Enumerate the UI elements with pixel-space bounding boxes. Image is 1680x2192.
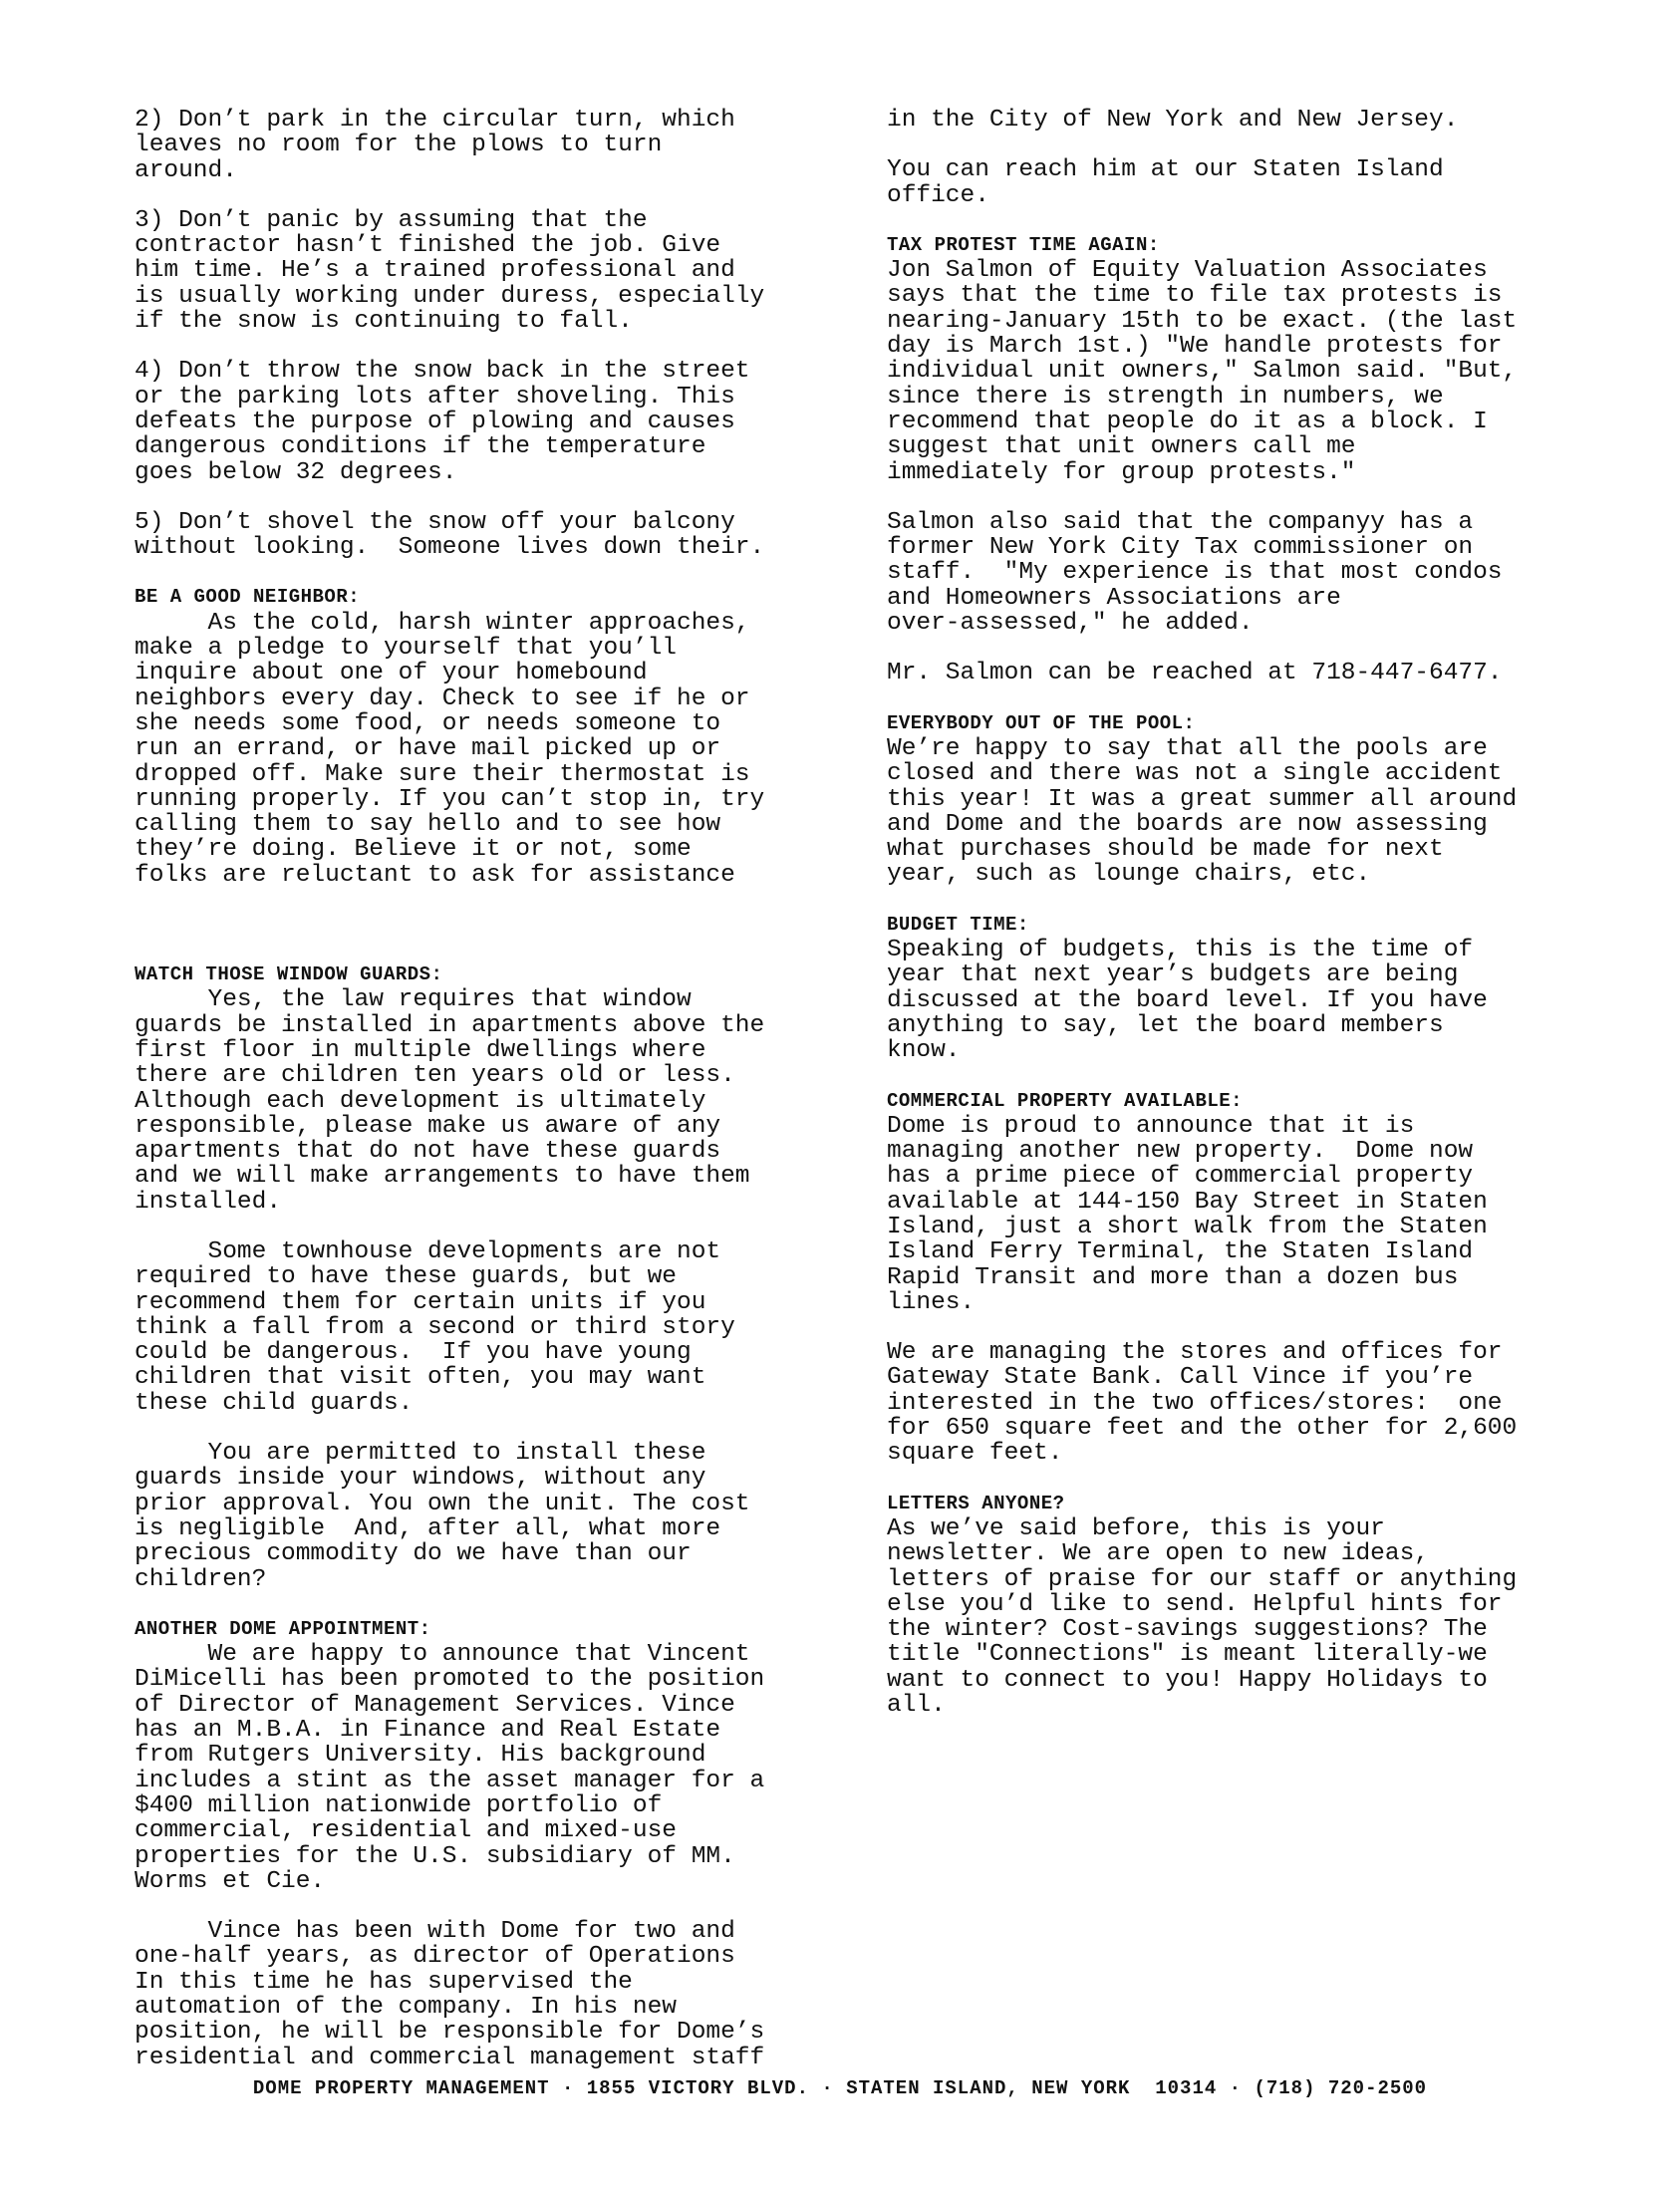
text-line: suggest that unit owners call me	[887, 433, 1356, 461]
text-line: responsible, please make us aware of any	[135, 1112, 721, 1140]
text-line: neighbors every day. Check to see if he or	[135, 685, 750, 712]
text-line: square feet.	[887, 1440, 1063, 1468]
text-line: newsletter. We are open to new ideas,	[887, 1540, 1429, 1568]
text-line: running properly. If you can’t stop in, try	[135, 785, 765, 813]
text-line: recommend that people do it as a block. I	[887, 408, 1488, 435]
text-line: We’re happy to say that all the pools are	[887, 734, 1488, 762]
section-paragraph	[135, 1919, 832, 2070]
text-line: or the parking lots after shoveling. This	[135, 383, 735, 411]
text-line: this year! It was a great summer all around	[887, 785, 1518, 813]
text-line: and Dome and the boards are now assessing	[887, 810, 1488, 838]
left-column	[135, 108, 832, 2070]
text-line: apartments that do not have these guards	[135, 1138, 721, 1166]
text-line: discussed at the board level. If you have	[887, 986, 1488, 1014]
section-body	[887, 938, 1584, 1063]
text-line: Vince has been with Dome for two and	[135, 1918, 735, 1946]
section-heading: WATCH THOSE WINDOW GUARDS:	[135, 963, 443, 986]
text-line: and Homeowners Associations are	[887, 584, 1341, 612]
section-tax-protest	[887, 233, 1584, 686]
text-line: over-assessed," he added.	[887, 610, 1254, 638]
text-line: year, such as lounge chairs, etc.	[887, 861, 1371, 889]
continued-text	[887, 108, 1584, 133]
section-paragraph	[887, 1114, 1584, 1315]
text-line: 2) Don’t park in the circular turn, which	[135, 107, 735, 134]
text-line: contractor hasn’t finished the job. Give	[135, 232, 721, 260]
text-line: what purchases should be made for next	[887, 836, 1444, 864]
text-line: In this time he has supervised the	[135, 1968, 633, 1996]
text-line: they’re doing. Believe it or not, some	[135, 836, 692, 864]
section-good-neighbor	[135, 585, 832, 888]
text-line: anything to say, let the board members	[887, 1011, 1444, 1039]
text-line: Salmon also said that the companyy has a	[887, 508, 1474, 536]
section-heading: EVERYBODY OUT OF THE POOL:	[887, 711, 1196, 734]
text-line: one-half years, as director of Operations	[135, 1943, 735, 1971]
text-line: there are children ten years old or less.	[135, 1062, 735, 1090]
text-line: interested in the two offices/stores: one	[887, 1389, 1503, 1417]
text-line: You are permitted to install these	[135, 1440, 706, 1468]
text-line: without looking. Someone lives down their.	[135, 534, 765, 562]
text-line: of Director of Management Services. Vince	[135, 1691, 735, 1719]
text-line: these child guards.	[135, 1389, 414, 1417]
text-line: $400 million nationwide portfolio of	[135, 1791, 663, 1819]
section-heading: LETTERS ANYONE?	[887, 1492, 1065, 1514]
section-paragraph	[887, 258, 1584, 485]
text-line: 4) Don’t throw the snow back in the street	[135, 358, 750, 386]
text-line: Jon Salmon of Equity Valuation Associates	[887, 257, 1488, 285]
section-paragraph	[135, 1239, 832, 1416]
section-heading: ANOTHER DOME APPOINTMENT:	[135, 1617, 431, 1640]
section-body	[887, 736, 1584, 888]
text-line: available at 144-150 Bay Street in Staten	[887, 1188, 1488, 1216]
text-line: position, he will be responsible for Dome’s	[135, 2019, 765, 2047]
text-line: all.	[887, 1692, 946, 1720]
text-line: As we’ve said before, this is your	[887, 1514, 1385, 1542]
text-line: staff. "My experience is that most condos	[887, 559, 1503, 587]
text-line: make a pledge to yourself that you’ll	[135, 635, 677, 663]
text-line: the winter? Cost-savings suggestions? The	[887, 1616, 1488, 1644]
tip-4	[135, 359, 832, 484]
text-line: goes below 32 degrees.	[135, 458, 457, 486]
text-line: want to connect to you! Happy Holidays to	[887, 1666, 1488, 1694]
tip-5	[135, 510, 832, 561]
text-line: has a prime piece of commercial property	[887, 1163, 1474, 1191]
spacer	[135, 913, 832, 962]
text-line: calling them to say hello and to see how	[135, 811, 721, 839]
section-heading: COMMERCIAL PROPERTY AVAILABLE:	[887, 1089, 1244, 1112]
text-line: and we will make arrangements to have them	[135, 1163, 750, 1191]
text-line: Speaking of budgets, this is the time of	[887, 937, 1474, 964]
text-line: for 650 square feet and the other for 2,600	[887, 1415, 1518, 1443]
text-line: Mr. Salmon can be reached at 718-447-6477.	[887, 660, 1503, 687]
tip-3	[135, 208, 832, 334]
text-line: guards inside your windows, without any	[135, 1465, 706, 1493]
text-line: Rapid Transit and more than a dozen bus	[887, 1263, 1459, 1291]
section-paragraph	[135, 1441, 832, 1592]
text-line: year that next year’s budgets are being	[887, 961, 1459, 989]
contact-text	[887, 157, 1584, 208]
text-line: precious commodity do we have than our	[135, 1540, 692, 1568]
text-line: includes a stint as the asset manager for a	[135, 1767, 765, 1794]
text-line: else you’d like to send. Helpful hints for	[887, 1590, 1503, 1618]
text-line: As the cold, harsh winter approaches,	[135, 609, 750, 637]
text-line: automation of the company. In his new	[135, 1994, 677, 2021]
text-line: Yes, the law requires that window	[135, 986, 692, 1014]
text-line: prior approval. You own the unit. The cost	[135, 1490, 750, 1517]
text-line: him time. He’s a trained professional and	[135, 257, 735, 285]
text-line: Gateway State Bank. Call Vince if you’re	[887, 1364, 1474, 1392]
text-line: dangerous conditions if the temperature	[135, 433, 706, 461]
text-line: letters of praise for our staff or anything	[887, 1565, 1518, 1593]
section-body	[887, 1516, 1584, 1718]
section-paragraph	[135, 1642, 832, 1894]
text-line: she needs some food, or needs someone to	[135, 709, 721, 737]
text-line: residential and commercial management staff	[135, 2044, 765, 2071]
section-window-guards	[135, 962, 832, 1592]
text-line: individual unit owners," Salmon said. "But,	[887, 358, 1518, 386]
text-line: could be dangerous. If you have young	[135, 1339, 692, 1367]
text-line: children?	[135, 1565, 267, 1593]
text-line: guards be installed in apartments above the	[135, 1011, 765, 1039]
text-line: lines.	[887, 1288, 976, 1316]
section-letters	[887, 1492, 1584, 1719]
text-line: dropped off. Make sure their thermostat is	[135, 760, 750, 788]
text-line: required to have these guards, but we	[135, 1263, 677, 1291]
footer-address: DOME PROPERTY MANAGEMENT · 1855 VICTORY BLVD. · STATEN ISLAND, NEW YORK 10314 · (718) 720-2500	[252, 2077, 1428, 2099]
text-line: run an errand, or have mail picked up or	[135, 735, 721, 763]
text-line: title "Connections" is meant literally-we	[887, 1641, 1488, 1669]
text-line: DiMicelli has been promoted to the position	[135, 1666, 765, 1694]
text-line: inquire about one of your homebound	[135, 660, 648, 687]
text-line: Island Ferry Terminal, the Staten Island	[887, 1238, 1474, 1266]
text-line: 5) Don’t shovel the snow off your balcony	[135, 508, 735, 536]
text-line: has an M.B.A. in Finance and Real Estate	[135, 1717, 721, 1745]
section-paragraph	[887, 661, 1584, 685]
text-line: You can reach him at our Staten Island	[887, 156, 1444, 184]
section-heading: BUDGET TIME:	[887, 913, 1029, 936]
section-paragraph	[887, 510, 1584, 636]
text-line: We are managing the stores and offices for	[887, 1339, 1503, 1367]
text-line: former New York City Tax commissioner on	[887, 534, 1474, 562]
text-line: commercial, residential and mixed-use	[135, 1817, 677, 1845]
text-line: think a fall from a second or third story	[135, 1313, 735, 1341]
text-line: properties for the U.S. subsidiary of MM.	[135, 1842, 735, 1870]
text-line: installed.	[135, 1188, 282, 1216]
text-line: immediately for group protests."	[887, 458, 1356, 486]
section-pool	[887, 711, 1584, 888]
text-line: defeats the purpose of plowing and causes	[135, 408, 735, 435]
text-line: is usually working under duress, especially	[135, 282, 765, 310]
text-line: Some townhouse developments are not	[135, 1237, 721, 1265]
text-line: from Rutgers University. His background	[135, 1742, 706, 1770]
text-line: 3) Don’t panic by assuming that the	[135, 206, 648, 234]
text-line: Although each development is ultimately	[135, 1087, 706, 1115]
section-budget	[887, 913, 1584, 1064]
section-dome-appointment	[135, 1617, 832, 2070]
text-line: children that visit often, you may want	[135, 1364, 706, 1392]
text-line: says that the time to file tax protests is	[887, 282, 1503, 310]
tip-2	[135, 108, 832, 183]
section-heading: BE A GOOD NEIGHBOR:	[135, 586, 361, 609]
text-line: is negligible And, after all, what more	[135, 1514, 721, 1542]
text-line: in the City of New York and New Jersey.	[887, 107, 1459, 134]
text-line: Dome is proud to announce that it is	[887, 1112, 1415, 1140]
text-line: know.	[887, 1037, 961, 1065]
text-line: managing another new property. Dome now	[887, 1138, 1474, 1166]
text-line: since there is strength in numbers, we	[887, 383, 1444, 411]
section-paragraph	[887, 1340, 1584, 1466]
text-line: day is March 1st.) "We handle protests for	[887, 333, 1503, 361]
text-line: folks are reluctant to ask for assistance	[135, 861, 735, 889]
text-line: nearing-January 15th to be exact. (the last	[887, 307, 1518, 335]
section-heading: TAX PROTEST TIME AGAIN:	[887, 233, 1160, 256]
text-line: recommend them for certain units if you	[135, 1288, 706, 1316]
right-column	[887, 108, 1584, 1718]
text-line: We are happy to announce that Vincent	[135, 1641, 750, 1669]
text-line: around.	[135, 156, 237, 184]
text-line: Worms et Cie.	[135, 1867, 326, 1895]
text-line: first floor in multiple dwellings where	[135, 1036, 706, 1064]
text-line: Island, just a short walk from the Staten	[887, 1213, 1488, 1240]
section-commercial-property	[887, 1089, 1584, 1467]
text-line: closed and there was not a single accident	[887, 760, 1503, 788]
section-body	[135, 611, 832, 888]
section-paragraph	[135, 987, 832, 1215]
text-line: leaves no room for the plows to turn	[135, 132, 663, 159]
text-line: office.	[887, 181, 989, 209]
text-line: if the snow is continuing to fall.	[135, 308, 633, 336]
